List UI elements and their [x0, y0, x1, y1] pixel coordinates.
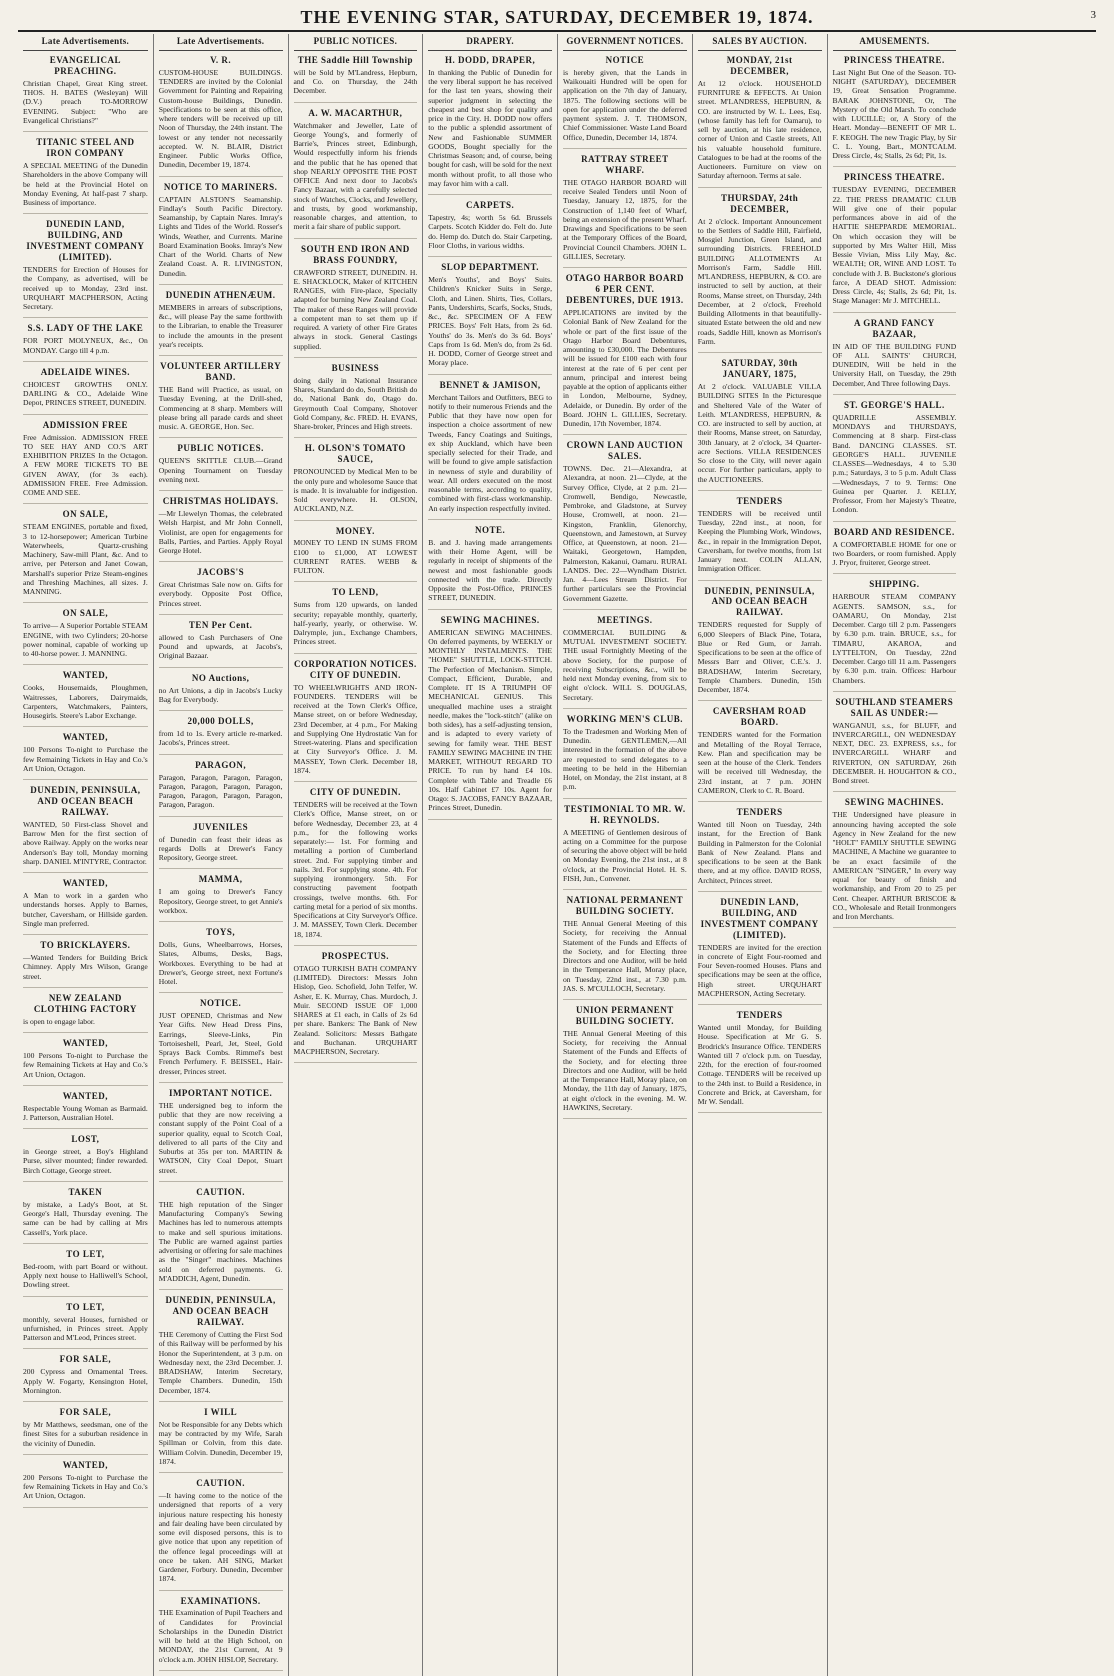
ad-body: FOR PORT MOLYNEUX, &c., On MONDAY. Cargo till 4 p.m.: [23, 336, 148, 355]
ad-heading: TENDERS: [736, 807, 783, 818]
ad-heading: TAKEN: [68, 1186, 103, 1197]
advertisement: [563, 804, 687, 890]
advertisement: [833, 697, 957, 793]
advertisement: [159, 361, 283, 438]
ad-body: in George street, a Boy's Highland Purse, silver mounted; finder rewarded. Birch Cottage, George street.: [23, 1147, 148, 1175]
ad-heading: BENNET & JAMISON,: [439, 379, 541, 390]
advertisement: [698, 586, 822, 702]
ad-body: CRAWFORD STREET, DUNEDIN. H. E. SHACKLOCK, Maker of KITCHEN RANGES, with Fire-place, Specially adapted for burning New Zealand Coal. The maker of these Ranges will provide a competent man to set them up if required. A variety of other Fire Grates always in stock. General Castings supplied.: [293, 267, 418, 351]
ad-heading: BOARD AND RESIDENCE.: [833, 526, 955, 537]
ad-body: Tapestry, 4s; worth 5s 6d. Brussels Carpets. Scotch Kidder do. Felt do. Jute do. Hemp do. Dutch do. Stair Carpeting, Floor Cloths, in various widths.: [428, 213, 552, 250]
ad-heading: CAUTION.: [196, 1478, 245, 1489]
ad-heading: TO LEND,: [332, 587, 379, 598]
ad-heading: V. R.: [210, 54, 232, 65]
column-4: [422, 34, 557, 1676]
advertisement: [23, 1354, 148, 1402]
ad-heading: JACOBS'S: [197, 567, 245, 578]
ad-heading: CAVERSHAM ROAD BOARD.: [712, 706, 807, 728]
ad-list: [428, 55, 552, 820]
ad-heading: PRINCESS THEATRE.: [844, 172, 945, 183]
advertisement: [159, 1407, 283, 1473]
ad-body: A Man to work in a garden who understands horses. Apply to Barnes, butcher, Caversham, or Hillside garden. Single man preferred.: [23, 891, 148, 928]
advertisement: [159, 874, 283, 922]
advertisement: [159, 1596, 283, 1671]
ad-heading: TESTIMONIAL TO MR. W. H. REYNOLDS.: [564, 803, 686, 825]
ad-heading: TOYS,: [206, 927, 236, 938]
ad-body: TO WHEELWRIGHTS AND IRON-FOUNDERS. TENDERS will be received at the Town Clerk's Office, Manse street, on or before Wednesday, 23rd December, at 4 p.m., For Making and Supplying One Hydrostatic Van for Street-watering. Plans and specification at City Surveyor's Office. J. M. MASSEY, Town Clerk. December 18, 1874.: [293, 682, 418, 775]
ad-body: A COMFORTABLE HOME for one or two Boarders, or room furnished. Apply J. Pryor, fruiterer, George street.: [832, 539, 957, 568]
advertisement: [159, 443, 283, 491]
ad-heading: DUNEDIN, PENINSULA, AND OCEAN BEACH RAILWAY.: [165, 1295, 276, 1328]
ad-body: 100 Persons To-night to Purchase the few Remaining Tickets at Hay and Co.'s Art Union, Octagon.: [23, 1051, 148, 1079]
ad-body: THE Ceremony of Cutting the First Sod of this Railway will be performed by his Honor the Superintendent, at 3 p.m. on Wednesday next, the 23rd December. J. BRADSHAW, Interim Secretary, Temple Chambers. Dunedin, 15th December, 1874.: [158, 1330, 283, 1395]
ad-body: STEAM ENGINES, portable and fixed, 3 to 12-horsepower; American Turbine Waterwheels, Quartz-crushing Machinery, Saw-mill Plant, &c. And to arrive, per Peterson and Janet Cowan, Marshall's superior Prize Steam-engines and Threshing Machines, all sizes. J. MANNING.: [23, 522, 148, 597]
advertisement: [159, 567, 283, 615]
ad-heading: MEETINGS.: [597, 614, 653, 625]
ad-body: WANGANUI, s.s., for BLUFF, and INVERCARGILL, ON WEDNESDAY NEXT, DEC. 23. EXPRESS, s.s., for INVERCARGILL WHARF and RIVERTON, ON SATURDAY, 26th DECEMBER. H. HOUGHTON & CO., Bond street.: [832, 720, 957, 786]
ad-body: MEMBERS in arrears of subscriptions, &c., will please Pay the same forthwith to the Librarian, to enable the Treasurer to include the amounts in the present year's receipts.: [158, 302, 283, 349]
advertisement: [23, 1038, 148, 1086]
ad-body: TENDERS requested for Supply of 6,000 Sleepers of Black Pine, Totara, Blue or Red Gum, or Jarrah. Specifications to be seen at the office of Messrs Barr and Oliver, C.E.'s. J. BRADSHAW, Interim Secretary, Temple Chambers. Dunedin, 15th December, 1874.: [697, 620, 822, 695]
advertisement: [563, 154, 687, 268]
ad-body: THE undersigned beg to inform the public that they are now receiving a constant supply of the Point Coal of a superior quality, equal to Scotch Coal, delivered to all parts of the City and Suburbs at 35s per ton. MARTIN & WATSON, City Coal Depot, Stuart street.: [158, 1100, 283, 1175]
advertisement: [833, 318, 957, 395]
ad-heading: SEWING MACHINES.: [844, 797, 944, 808]
column-6: [692, 34, 827, 1676]
advertisement: [833, 172, 957, 312]
ad-body: COMMERCIAL BUILDING & MUTUAL INVESTMENT SOCIETY. THE usual Fortnightly Meeting of the above Society, for the purpose of receiving Subscriptions, &c., will be held next Monday evening, from six to eight o'clock. WILL S. DOUGLAS, Secretary.: [563, 627, 687, 702]
ad-body: HARBOUR STEAM COMPANY AGENTS. SAMSON, s.s., for OAMARU, On Monday, 21st December. Cargo till 2 p.m. Passengers by 6.30 p.m. train. BRUCE, s.s., for TIMARU, AKAROA, and LYTTELTON, On Tuesday, 22nd December. Cargo till 11 a.m. Passengers by 6.30 p.m. train. Offices: Harbour Chambers.: [832, 592, 957, 685]
ad-body: TENDERS wanted for the Formation and Metalling of the Royal Terrace, Kew. Plan and specification may be seen at the house of the Clerk. Tenders will be received till Wednesday, the 23rd instant, at 7 p.m. JOHN CAMERON, Clerk to C. R. Board.: [697, 730, 822, 795]
advertisement: [698, 897, 822, 1005]
ad-body: —It having come to the notice of the undersigned that reports of a very injurious nature respecting his honesty and fair dealing have been circulated by some evil disposed persons, this is to give notice that upon any repetition of the offence legal proceedings will at once be taken. AH SING, Market Gardener, Forbury. Dunedin, December 1874.: [158, 1491, 283, 1584]
advertisement: [159, 1478, 283, 1590]
advertisement: [159, 1088, 283, 1182]
ad-body: Paragon, Paragon, Paragon, Paragon, Paragon, Paragon, Paragon, Paragon, Paragon, Paragon, Paragon, Paragon, Paragon, Paragon.: [158, 772, 283, 810]
ad-heading: WANTED,: [62, 1459, 108, 1470]
ad-body: At 12 o'clock. HOUSEHOLD FURNITURE & EFFECTS. At Union street. M'LANDRESS, HEPBURN, & CO. are instructed by W. L. Lees, Esq. (whose family has left for Oamaru), to sell by auction, at his late residence, corner of Union and Castle streets, All his valuable household furniture. Catalogues to be had at the rooms of the Auctioneers. Furniture on view on Saturday afternoon. Terms at sale.: [697, 78, 822, 181]
ad-heading: SEWING MACHINES.: [440, 614, 540, 625]
ad-body: 100 Persons To-night to Purchase the few Remaining Tickets in Hay and Co.'s Art Union, Octagon.: [23, 745, 148, 773]
ad-body: TENDERS will be received at the Town Clerk's Office, Manse street, on or before Wednesday, December 23, at 4 p.m., for the following works separately:— 1st. For forming and metalling a portion of Cumberland street. 2nd. For supplying timber and nails. 3rd. For supplying stone. 4th. For supplying ironmongery. 5th. For constructing pavement footpath crossings, twelve months. 6th. For carting metal for a period of six months. Specifications at City Surveyor's Office. J. M. MASSEY, Town Clerk. December 18, 1874.: [293, 800, 418, 939]
ad-heading: FOR SALE,: [59, 1407, 112, 1418]
advertisement: [428, 55, 552, 195]
ad-list: [563, 55, 687, 1119]
ad-body: —Wanted Tenders for Building Brick Chimney. Apply Mrs Wilson, Grange street.: [23, 953, 148, 981]
column-heading: GOVERNMENT NOTICES.: [563, 34, 687, 51]
advertisement: [23, 1407, 148, 1455]
ad-body: 200 Persons To-night to Purchase the few Remaining Tickets in Hay and Co.'s Art Union, Octagon.: [23, 1472, 148, 1501]
advertisement: [23, 137, 148, 214]
advertisement: [563, 440, 687, 610]
advertisement: [23, 367, 148, 415]
ad-heading: NEW ZEALAND CLOTHING FACTORY: [33, 992, 137, 1014]
ad-heading: EVANGELICAL PREACHING.: [49, 54, 122, 76]
ad-list: [294, 55, 418, 1063]
advertisement: [563, 1005, 687, 1119]
ad-heading: FOR SALE,: [59, 1354, 112, 1365]
ad-heading: OTAGO HARBOR BOARD 6 PER CENT. DEBENTURES, DUE 1913.: [565, 273, 685, 306]
ad-body: THE Examination of Pupil Teachers and of Candidates for Provincial Scholarships in the Dunedin District will be held at the High School, on MONDAY, the 21st Current, At 9 o'clock a.m. JOHN HISLOP, Secretary.: [158, 1608, 283, 1664]
ad-body: APPLICATIONS are invited by the Colonial Bank of New Zealand for the whole or part of the first issue of the Otago Harbor Board Debentures, amounting to £30,000. The Debentures will be issued for £100 each with four interest at the rate of 6 per cent per annum, principal and interest being payable at the option of applicants either in London, Melbourne, Sydney, Adelaide, or Dunedin. By order of the Board. JOHN L. GILLIES, Secretary. Dunedin, 17th November, 1874.: [563, 308, 687, 429]
ad-heading: I WILL: [204, 1406, 238, 1417]
ad-heading: THURSDAY, 24th DECEMBER,: [720, 192, 799, 214]
column-heading: AMUSEMENTS.: [833, 34, 957, 51]
advertisement: [428, 525, 552, 610]
ad-heading: MONEY.: [335, 525, 375, 536]
ad-heading: RATTRAY STREET WHARF.: [581, 153, 669, 175]
ad-body: At 2 o'clock. Important Announcement to the Settlers of Saddle Hill, Fairfield, Mosgiel Junction, Green Island, and surrounding Districts. FREEHOLD BUILDING ALLOTMENTS At Morrison's Farm, Saddle Hill. M'LANDRESS, HEPBURN, & CO. are instructed to sell by auction, at their Rooms, Manse street, on Thursday, 24th December, at 2 o'clock, Freehold Building Allotments in that beautifully-situated Estate between the old and new roads, Saddle Hill, known as Morrison's Farm.: [697, 216, 822, 346]
advertisement: [698, 358, 822, 491]
ad-heading: NOTICE TO MARINERS.: [163, 181, 278, 192]
advertisement: [294, 951, 418, 1063]
ad-body: by mistake, a Lady's Boot, at St. George's Hall, Thursday evening. The same can be had by calling at Mrs Cassell's, York place.: [23, 1199, 148, 1237]
advertisement: [159, 1295, 283, 1402]
ad-body: CAPTAIN ALSTON'S Seamanship. Findlay's South Pacific Directory. Seamanship, by Captain Nares. Imray's Lights and Tides of the World. Rosser's Winds, Weather, and Currents. Marine Board Examination Books. Imray's New Chart of the World. Charts of New Zealand Coast. A. R. LIVINGSTON, Dunedin.: [158, 194, 283, 278]
advertisement: [159, 1187, 283, 1290]
page-number: 3: [1090, 9, 1096, 21]
ad-heading: CROWN LAND AUCTION SALES.: [566, 440, 684, 462]
ad-heading: WANTED,: [62, 1090, 108, 1101]
ad-body: monthly, several Houses, furnished or unfurnished, in Princes street. Apply Patterson and M'Leod, Princes street.: [23, 1314, 148, 1343]
advertisement: [698, 193, 822, 353]
ad-heading: CAUTION.: [196, 1186, 245, 1197]
advertisement: [23, 608, 148, 665]
ad-body: QUADRILLE ASSEMBLY. MONDAYS and THURSDAYS, Commencing at 8 sharp. First-class Band. DANCING CLASSES. ST. GEORGE'S HALL. JUVENILE CLASSES—Wednesdays, 4 to 5.30 p.m.; Saturdays, 3 to 5 p.m. Adult Class—Wednesdays, 7 to 9. Terms: One Guinea per Quarter. J. KELLY, Professor, From her Majesty's Theatre, London.: [832, 412, 957, 515]
ad-body: To the Tradesmen and Working Men of Dunedin. GENTLEMEN,—All interested in the formation of the above are requested to send delegates to a meeting to be held in the Hibernian Hotel, on Monday, the 21st instant, at 8 p.m.: [563, 726, 687, 792]
advertisement: [159, 760, 283, 817]
advertisement: [159, 673, 283, 711]
ad-body: allowed to Cash Purchasers of One Pound and upwards, at Jacobs's, Original Bazaar.: [158, 632, 283, 661]
advertisement: [833, 797, 957, 928]
advertisement: [833, 55, 957, 167]
ad-body: Great Christmas Sale now on. Gifts for everybody. Opposite Post Office, Princes street.: [158, 580, 283, 608]
ad-heading: MAMMA,: [198, 874, 243, 885]
advertisement: [159, 998, 283, 1083]
ad-body: TENDERS for Erection of Houses for the Company, as advertised, will be received up to Monday, 23rd inst. URQUHART MACPHERSON, Acting Secretary.: [23, 265, 148, 312]
ad-heading: IMPORTANT NOTICE.: [168, 1087, 273, 1098]
ad-heading: H. OLSON'S TOMATO SAUCE,: [304, 443, 406, 465]
ad-body: AMERICAN SEWING MACHINES. On deferred payments, by WEEKLY or MONTHLY INSTALMENTS. THE "HOME" SHUTTLE, LOCK-STITCH. The Perfection of Mechanism. Simple, Compact, Efficient, Durable, and Complete. IT IS A TRIUMPH OF MECHANICAL GENIUS. This unequalled machine uses a straight needle, makes the "lock-stitch" (alike on both sides), has a self-adjusting tension, and is adapted to every variety of sewing for family wear. THE BEST FAMILY SEWING MACHINE IN THE MARKET, WITHOUT REGARD TO PRICE. To run by hand £4 10s. Complete with Table and Treadle £6 10s. Half Cabinet £7 10s. Agent for Otago: S. JACOBS, FANCY BAZAAR, Princes Street, Dunedin.: [428, 627, 552, 813]
ad-body: Watchmaker and Jeweller, Late of George Young's, and formerly of Barrie's, Princes street, Edinburgh, Would respectfully inform his friends and the public that he has opened that shop NEARLY OPPOSITE THE POST OFFICE And next door to Jacobs's Fancy Bazaar, with a carefully selected stock of Watches, Clocks, and Jewellery, and trusts, by good workmanship, reasonable charges, and attention, to merit a fair share of public support.: [293, 120, 418, 232]
ad-heading: PROSPECTUS.: [321, 950, 389, 961]
advertisement: [833, 527, 957, 575]
ad-heading: NOTICE: [605, 54, 645, 65]
advertisement: [159, 496, 283, 562]
ad-heading: JUVENILES: [193, 821, 249, 832]
advertisement: [698, 496, 822, 581]
ad-body: A SPECIAL MEETING of the Dunedin Shareholders in the above Company will be held at the Provincial Hotel on Monday Evening, At half-past 7 sharp. Business of importance.: [23, 161, 148, 208]
ad-body: CHOICEST GROWTHS ONLY. DARLING & CO., Adelaide Wine Depot, PRINCES STREET, DUNEDIN.: [23, 379, 148, 408]
ad-heading: ST. GEORGE'S HALL.: [843, 399, 945, 410]
ad-body: QUEEN'S SKITTLE CLUB.—Grand Opening Tournament on Tuesday evening next.: [158, 456, 283, 484]
ad-body: THE Annual General Meeting of this Society, for receiving the Annual Statement of the Funds and Effects of the Society, and for Electing three Directors and one Auditor, will be held in the Temperance Hall, Moray place, on Tuesday, 22nd inst., at 7.30 p.m. JAS. S. M'CULLOCH, Secretary.: [563, 919, 687, 993]
advertisement: [23, 420, 148, 505]
masthead: [18, 4, 1096, 32]
advertisement: [23, 670, 148, 727]
advertisement: [159, 290, 283, 356]
ad-heading: TO LET,: [66, 1248, 105, 1259]
advertisement: [23, 940, 148, 988]
advertisement: [159, 620, 283, 668]
ad-list: [159, 55, 283, 1671]
ad-body: Cooks, Housemaids, Ploughmen, Waitresses, Laborers, Dairymaids, Carpenters, Watchmakers, Painters, Housegirls. Steere's Labor Exchange.: [23, 683, 148, 721]
ad-heading: DUNEDIN, PENINSULA, AND OCEAN BEACH RAILWAY.: [30, 785, 141, 817]
column-heading: DRAPERY.: [428, 34, 552, 51]
column-heading: SALES BY AUCTION.: [698, 34, 822, 51]
ad-heading: CARPETS.: [465, 200, 515, 211]
ad-body: from 1d to 1s. Every article re-marked. Jacobs's, Princes street.: [158, 729, 283, 748]
ad-heading: PUBLIC NOTICES.: [177, 443, 264, 454]
ad-body: Sums from 120 upwards, on landed security; repayable monthly, quarterly, half-yearly, yearly, or otherwise. W. Dalrymple, jun., Exchange Chambers, Princes street.: [293, 600, 418, 647]
column-heading: Late Advertisements.: [159, 34, 283, 51]
ad-list: [833, 55, 957, 928]
ad-heading: TITANIC STEEL AND IRON COMPANY: [36, 137, 135, 159]
ad-heading: PRINCESS THEATRE.: [844, 54, 945, 65]
newspaper-title: THE EVENING STAR, SATURDAY, DECEMBER 19, 1874.: [300, 6, 814, 27]
ad-body: Not be Responsible for any Debts which may be contracted by my Wife, Sarah Spillman or Colvin, from this date. William Colvin. Dunedin, December 19, 1874.: [158, 1419, 283, 1466]
ad-body: will be Sold by M'Landress, Hepburn, and Co. on Thursday, the 24th December.: [293, 67, 418, 96]
ad-heading: UNION PERMANENT BUILDING SOCIETY.: [575, 1005, 674, 1026]
ad-body: THE OTAGO HARBOR BOARD will receive Sealed Tenders until Noon of Tuesday, January 12, 1875, for the Construction of 1,140 feet of Wharf, being an extension of the present Wharf. Drawings and Specifications to be seen at the Temporary Offices of the Board, Provincial Council Chambers. JOHN L. GILLIES, Secretary.: [563, 177, 687, 261]
advertisement: [23, 55, 148, 132]
ad-heading: ADELAIDE WINES.: [40, 366, 131, 377]
ad-heading: WANTED,: [62, 670, 108, 681]
ad-heading: TENDERS: [736, 1010, 783, 1021]
ad-heading: SOUTHLAND STEAMERS SAIL AS UNDER:—: [835, 696, 954, 718]
ad-heading: S.S. LADY OF THE LAKE: [27, 323, 144, 334]
ad-body: To arrive— A Superior Portable STEAM ENGINE, with two Cylinders; 20-horse power nominal, capable of working up to 40-horse power. J. MANNING.: [23, 621, 148, 659]
ad-heading: CHRISTMAS HOLIDAYS.: [162, 496, 279, 507]
ad-body: WANTED, 50 First-class Shovel and Barrow Men for the first section of above Railway. Apply on the works near Anderson's Bay toll, Monday morning sharp. DANIEL M'INTYRE, Contractor.: [23, 819, 148, 866]
ad-body: 200 Cypress and Ornamental Trees. Apply W. Fogarty, Kensington Hotel, Mornington.: [23, 1367, 148, 1395]
advertisement: [563, 714, 687, 799]
advertisement: [428, 615, 552, 820]
ad-body: by Mr Matthews, seedsman, one of the finest Sites for a suburban residence in the vicinity of Dunedin.: [23, 1420, 148, 1448]
ad-heading: NATIONAL PERMANENT BUILDING SOCIETY.: [566, 895, 684, 917]
column-heading: PUBLIC NOTICES.: [294, 34, 418, 51]
ad-body: Wanted until Monday, for Building House. Specification at Mr G. S. Brodrick's Insurance Office. TENDERS Wanted till 7 o'clock p.m. on Tuesday, 22th, for the erection of four-roomed Cottage. TENDERS will be received up to the 24th inst. to Build a Residence, in Concrete and Brick, at Caversham, for Mr W. Sendall.: [697, 1023, 822, 1107]
ad-heading: A GRAND FANCY BAZAAR,: [853, 317, 935, 339]
ad-body: OTAGO TURKISH BATH COMPANY (LIMITED). Directors: Messrs John Hislop, Geo. Schofield, John Telfer, W. Asher, E. K. Murray, Chas. Murdoch, J. Muir. SECOND ISSUE OF 1,000 SHARES at £1 each, in Calls of 2s 6d per share. Bankers: The Bank of New Zealand. Solicitors: Messrs Bathgate and Buchanan. URQUHART MACPHERSON, Secretary.: [293, 963, 418, 1057]
ad-body: —Mr Llewelyn Thomas, the celebrated Welsh Harpist, and Mr John Connell, Violinist, are open for engagements for Balls, Parties, and Parties. Apply Royal George Hotel.: [158, 509, 283, 555]
advertisement: [159, 927, 283, 993]
advertisement: [23, 732, 148, 780]
advertisement: [294, 443, 418, 520]
advertisement: [23, 323, 148, 361]
ad-heading: TENDERS: [736, 495, 783, 506]
advertisement: [159, 182, 283, 285]
advertisement: [833, 400, 957, 522]
advertisement: [23, 1302, 148, 1350]
ad-heading: SATURDAY, 30th JANUARY, 1875,: [721, 358, 798, 380]
ad-body: Dolls, Guns, Wheelbarrows, Horses, Slates, Albums, Desks, Bags, Workboxes. Everything to be had at Drewer's, George street, next Fortune's Hotel.: [158, 940, 283, 986]
ad-body: Bed-room, with part Board or without. Apply next house to Halliwell's School, Dowling street.: [23, 1261, 148, 1290]
advertisement: [428, 380, 552, 520]
ad-heading: ADMISSION FREE: [42, 419, 128, 430]
advertisement: [294, 363, 418, 438]
ad-heading: CITY OF DUNEDIN.: [309, 787, 401, 798]
ad-body: At 2 o'clock. VALUABLE VILLA BUILDING SITES In the Picturesque and Sheltered Vale of the Water of Leith. M'LANDRESS, HEPBURN, & CO. are instructed to sell by auction, at their Rooms, Manse street, on Saturday, 30th January, at 2 o'clock, 34 Quarter-acre Sections. VILLA RESIDENCES So close to the City, will never again occur. For further particulars, apply to the AUCTIONEERS.: [697, 382, 822, 484]
column-heading: Late Advertisements.: [23, 34, 148, 51]
ad-body: Free Admission. ADMISSION FREE TO SEE HAY AND CO.'S ART EXHIBITION PRIZES In the Octagon. A FEW MORE TICKETS TO BE GIVEN AWAY, (for 3s each). ADMISSION FREE. Free Admission. COME AND SEE.: [23, 432, 148, 498]
ad-heading: DUNEDIN LAND, BUILDING, AND INVESTMENT COMPANY (LIMITED).: [700, 896, 819, 940]
ad-heading: PARAGON,: [195, 759, 247, 770]
ad-heading: DUNEDIN, PENINSULA, AND OCEAN BEACH RAILWAY.: [704, 585, 815, 618]
ad-heading: TO LET,: [66, 1301, 105, 1312]
newspaper-columns: [18, 34, 1096, 1664]
ad-heading: WANTED,: [62, 732, 108, 743]
advertisement: [294, 108, 418, 239]
advertisement: [698, 706, 822, 802]
ad-heading: CORPORATION NOTICES. CITY OF DUNEDIN.: [293, 658, 417, 680]
ad-heading: TEN Per Cent.: [188, 619, 253, 630]
ad-body: THE Band will Practice, as usual, on Tuesday Evening, at the Drill-shed, Commencing at 8 sharp. Members will please bring all parade cards and sheet music. A. GEORGE, Hon. Sec.: [158, 385, 283, 432]
column-7: [827, 34, 962, 1676]
ad-body: THE Undersigned have pleasure in announcing having accepted the sole Agency in New Zealand for the new "HOLT" FAMILY SHUTTLE SEWING MACHINE, A Machine we guarantee to be an exact facsimile of the AMERICAN "SINGER," In every way equal for beauty of finish and workmanship, and From 20 to 25 per Cent. Cheaper. ARTHUR BRISCOE & CO., Wholesale and Retail Ironmongers and Iron Merchants.: [832, 810, 957, 922]
advertisement: [428, 200, 552, 257]
ad-heading: A. W. MACARTHUR,: [308, 107, 403, 118]
ad-body: THE high reputation of the Singer Manufacturing Company's Sewing Machines has led to numerous attempts to make and sell spurious imitations. The Public are warned against parties advertising or offering for sale machines as the "Singer" machines. Machines sold on deferred payments. G. M'ADDICH, Agent, Dunedin.: [158, 1199, 283, 1283]
ad-body: of Dunedin can feast their ideas as regards Dolls at Drewer's Fancy Repository, George street.: [158, 834, 283, 863]
advertisement: [23, 1091, 148, 1129]
ad-body: Men's Youths', and Boys' Suits. Children's Knicker Suits in Serge, Cloth, and Linen. Shirts, Ties, Collars, Pants, Undershirts, Scarfs, Socks, Studs, &c., &c. SPECIMEN OF A FEW PRICES. Boys' Felt Hats, from 2s 6d. Youths' do 3s. Men's do 3s 6d. Boys' Caps from 1s 6d. Men's do, from 2s 6d. H. DODD, Corner of George street and Moray place.: [428, 275, 552, 368]
ad-heading: BUSINESS: [331, 362, 380, 373]
ad-body: TENDERS will be received until Tuesday, 22nd inst., at noon, for Keeping the Plumbing Work, Windows, &c., in repair in the Immigration Depot, Caversham, for twelve months, from 1st January next. COLIN ALLAN, Immigration Officer.: [697, 508, 822, 574]
advertisement: [23, 993, 148, 1033]
ad-body: Christian Chapel, Great King street. THOS. H. BATES (Wesleyan) Will (D.V.) preach TO-MORROW EVENING. Subject: "Who are Evangelical Christians?": [23, 78, 148, 125]
ad-body: Last Night But One of the Season. TO-NIGHT (SATURDAY), DECEMBER 19, Great Sensation Programme. BARAK JOHNSTONE, Or, The Mystery of the Old Marsh. To conclude with LUCILLE; or, A Story of the Heart. Monday—BENEFIT OF MR L. F. KEOGH. The new Tragic Play, by Sir C. L. Young, Bart., MONTCALM. Dress Circle, 4s; Stalls, 2s 6d; Pit, 1s.: [832, 67, 957, 161]
column-1: [18, 34, 153, 1676]
ad-body: IN AID OF THE BUILDING FUND OF ALL SAINTS' CHURCH, DUNEDIN, Will be held in the University Hall, on Tuesday, the 29th December, And Three following Days.: [832, 341, 957, 388]
ad-heading: WORKING MEN'S CLUB.: [566, 713, 683, 724]
ad-body: is open to engage labor.: [23, 1016, 95, 1026]
advertisement: [294, 244, 418, 358]
ad-body: A MEETING of Gentlemen desirous of acting on a Committee for the purpose of securing the above object will be held on Monday Evening, the 21st inst., at 8 o'clock, at the Provincial Hotel. H. S. FISH, Jun., Convener.: [563, 827, 687, 883]
ad-body: CUSTOM-HOUSE BUILDINGS. TENDERS are invited by the Colonial Government for Painting and Repairing Custom-house Buildings, Dunedin. Specifications to be seen at this office, where tenders will be received up till Noon of Thursday, the 24th instant. The lowest or any tender not necessarily accepted. W. N. BLAIR, District Engineer. Public Works Office, Dunedin, December 19, 1874.: [158, 67, 283, 170]
advertisement: [294, 659, 418, 782]
column-2: [153, 34, 288, 1676]
advertisement: [23, 1187, 148, 1244]
advertisement: [563, 55, 687, 149]
advertisement: [698, 55, 822, 188]
ad-heading: SHIPPING.: [869, 579, 920, 590]
ad-heading: ON SALE,: [62, 509, 109, 520]
ad-body: TENDERS are invited for the erection in concrete of Eight Four-roomed and Four Seven-roomed Houses. Plans and specifications may be seen at the office, High street. URQUHART MACPHERSON, Acting Secretary.: [697, 942, 822, 998]
advertisement: [23, 1134, 148, 1182]
ad-body: B. and J. having made arrangements with their Home Agent, will be regularly in receipt of shipments of the newest and most fashionable goods connected with the trade. Directly Opposite the Post-Office, PRINCES STREET, DUNEDIN.: [428, 537, 552, 603]
ad-heading: VOLUNTEER ARTILLERY BAND.: [160, 361, 282, 383]
advertisement: [294, 587, 418, 653]
ad-heading: DUNEDIN ATHENÆUM.: [165, 289, 276, 300]
ad-heading: LOST,: [71, 1134, 100, 1145]
advertisement: [23, 509, 148, 603]
ad-heading: WANTED,: [62, 1038, 108, 1049]
ad-heading: DUNEDIN LAND, BUILDING, AND INVESTMENT COMPANY (LIMITED).: [26, 219, 145, 263]
ad-heading: WANTED,: [62, 878, 108, 889]
ad-body: doing daily in National Insurance Shares, Standard do do, South British do do, National Bank do, Otago do. Greymouth Coal Company, Shotover Gold Company, &c. FRED. H. EVANS, Share-broker, Princes and High streets.: [293, 375, 418, 432]
ad-heading: NOTICE.: [199, 998, 242, 1009]
ad-heading: SLOP DEPARTMENT.: [441, 262, 540, 273]
ad-body: Respectable Young Woman as Barmaid. J. Patterson, Australian Hotel.: [23, 1103, 148, 1122]
advertisement: [698, 807, 822, 892]
ad-list: [23, 55, 148, 1508]
ad-heading: H. DODD, DRAPER,: [445, 54, 536, 65]
advertisement: [159, 55, 283, 177]
advertisement: [428, 262, 552, 374]
column-3: [288, 34, 423, 1676]
ad-body: TOWNS. Dec. 21—Alexandra, at Alexandra, at noon. 21—Clyde, at the Survey Office, Clyde, at 2 p.m. 21—Cromwell, Bendigo, Newcastle, Pembroke, and Gladstone, at Survey House, Cromwell, at noon. 21—Kingston, Franklin, Glenorchy, Queenstown, and Jamestown, at Survey Office, at Queenstown, at noon. 21—Waitaki, Georgetown, Hampden, Palmerston, Kakanui, Oamaru. RURAL LANDS. Dec. 22—Wyndham District. Jan. 4—Lees Stream District. For further particulars see the Provincial Government Gazette.: [563, 464, 687, 603]
advertisement: [563, 895, 687, 1000]
advertisement: [563, 273, 687, 435]
ad-body: JUST OPENED, Christmas and New Year Gifts. New Head Dress Pins, Earrings, Sleeve-Links, Pin Tortoiseshell, Pearl, Jet, Steel, Gold Sprays Back Combs. Rimmel's best French Perfumery. F. BEISSEL, Hair-dresser, Princes street.: [158, 1011, 283, 1076]
advertisement: [23, 219, 148, 318]
ad-list: [698, 55, 822, 1113]
ad-body: Wanted till Noon on Tuesday, 24th instant, for the Erection of Bank Building in Palmerston for the Colonial Bank of New Zealand. Plans and specifications to be seen at the Bank there, and at my office. DAVID ROSS, Architect, Princes street.: [697, 820, 822, 885]
advertisement: [698, 1010, 822, 1113]
ad-heading: EXAMINATIONS.: [180, 1595, 261, 1606]
ad-heading: MONDAY, 21st DECEMBER,: [726, 54, 793, 76]
advertisement: [159, 716, 283, 754]
ad-body: Merchant Tailors and Outfitters, BEG to notify to their numerous Friends and the Public that they have now open for inspection a choice assortment of new Tweeds, Fancy Coatings and Suitings, ex ship Auckland, which have been specially selected for their Trade, and will be found to give ample satisfaction in newness of style and durability of wear. All orders executed on the most reasonable terms, according to quality, combined with first-class workmanship. An early inspection respectfully invited.: [428, 392, 552, 513]
ad-body: no Art Unions, a dip in Jacobs's Lucky Bag for Everybody.: [158, 685, 283, 704]
ad-body: In thanking the Public of Dunedin for the very liberal support he has received for the last ten years, showing their superior judgment in selecting the cheapest and best shop for quality and price in the City. H. DODD now offers to the public a splendid assortment of New and Fashionable SUMMER GOODS, Bought specially for the Christmas Season; and, of course, being bought for cash, will be sold for the next month without profit, to all those who may favor him with a call.: [428, 67, 552, 188]
ad-body: PRONOUNCED by Medical Men to be the only pure and wholesome Sauce that is made. It is invaluable for indigestion. Sold everywhere. H. OLSON, AUCKLAND, N.Z.: [293, 467, 418, 514]
ad-heading: THE Saddle Hill Township: [297, 54, 414, 65]
ad-body: THE Annual General Meeting of this Society, for receiving the Annual Statement of the Funds and Effects of the Society, and for electing three Directors and one Auditor, will be held at the Temperance Hall, Moray place, on Monday, the 11th day of January, 1875, at eight o'clock in the evening. M. W. HAWKINS, Secretary.: [563, 1028, 687, 1112]
advertisement: [294, 55, 418, 103]
ad-heading: 20,000 DOLLS,: [187, 716, 254, 727]
advertisement: [23, 785, 148, 873]
ad-body: TUESDAY EVENING, DECEMBER 22. THE PRESS DRAMATIC CLUB Will give one of their popular performances above in aid of the HATTIE SHEPPARDE MEMORIAL. On which occasion they will be supported by Mrs Walter Hill, Miss Bessie Vivian, Miss Lily May, &c. WEALTH; OR, WINE AND LOST. To conclude with J. B. Buckstone's glorious farce, A DEAD SHOT. Admission: Dress Circle, 4s; Stalls, 2s 6d; Pit, 1s. Stage Manager: Mr J. MITCHELL.: [832, 185, 957, 306]
ad-body: MONEY TO LEND IN SUMS FROM £100 to £1,000, AT LOWEST CURRENT RATES. WEBB & FULTON.: [293, 538, 418, 576]
advertisement: [294, 526, 418, 583]
advertisement: [23, 878, 148, 935]
ad-heading: TO BRICKLAYERS.: [40, 940, 131, 951]
ad-heading: NO Auctions,: [191, 672, 250, 683]
advertisement: [563, 615, 687, 709]
ad-body: is hereby given, that the Lands in Waikouaiti Hundred will be open for application on the 7th day of January, 1875. The following sections will be open for application under the deferred payment system. J. T. THOMSON, Chief Commissioner. Waste Land Board Office, Dunedin, December 14, 1874.: [563, 67, 687, 142]
advertisement: [159, 822, 283, 870]
ad-heading: SOUTH END IRON AND BRASS FOUNDRY,: [300, 243, 410, 265]
advertisement: [833, 579, 957, 691]
ad-heading: NOTE.: [474, 524, 506, 535]
column-5: [557, 34, 692, 1676]
ad-body: I am going to Drewer's Fancy Repository, George street, to get Annie's workbox.: [158, 887, 283, 915]
advertisement: [294, 787, 418, 946]
advertisement: [23, 1460, 148, 1508]
ad-heading: ON SALE,: [62, 608, 109, 619]
advertisement: [23, 1249, 148, 1297]
